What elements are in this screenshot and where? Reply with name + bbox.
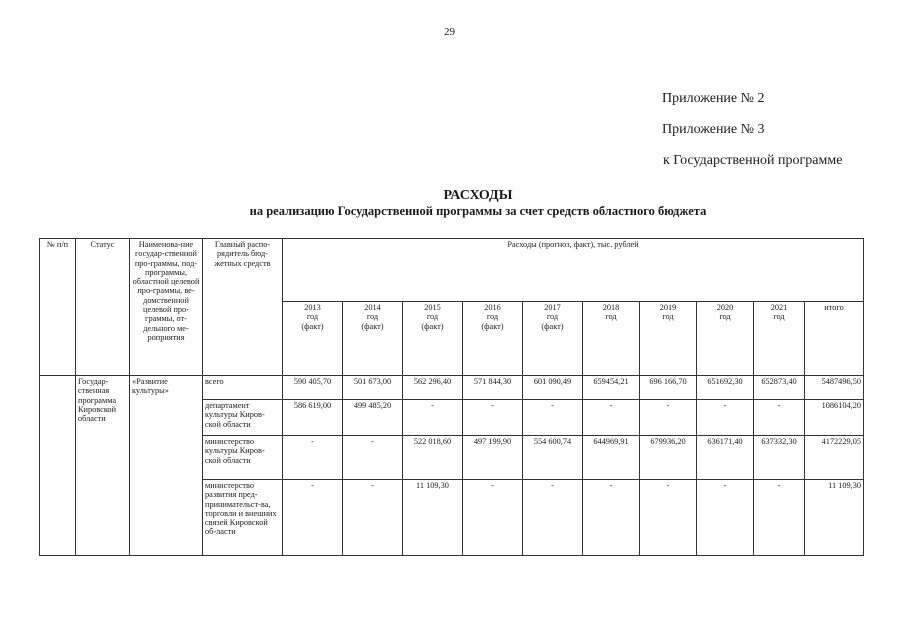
year-header bbox=[403, 302, 463, 376]
value-cell: 499 485,20 bbox=[343, 400, 403, 436]
year-unit: год bbox=[486, 312, 499, 322]
appendix-line-1: Приложение № 2 bbox=[662, 91, 765, 106]
year-unit: год bbox=[426, 312, 439, 322]
year-unit: год bbox=[773, 312, 785, 322]
value-cell: 644969,91 bbox=[583, 436, 640, 480]
page-number: 29 bbox=[444, 26, 455, 38]
value-cell: 586 619,00 bbox=[283, 400, 343, 436]
manager-cell: департамент культуры Киров-ской области bbox=[203, 400, 283, 436]
year-unit: год bbox=[306, 312, 319, 322]
year-header bbox=[463, 302, 523, 376]
year-header bbox=[343, 302, 403, 376]
manager-cell: министерство культуры Киров-ской области bbox=[203, 436, 283, 480]
value-cell: - bbox=[283, 480, 343, 556]
value-cell: - bbox=[463, 400, 523, 436]
year-label: 2020 bbox=[716, 303, 734, 312]
value-cell: 636171,40 bbox=[697, 436, 754, 480]
value-cell: 659454,21 bbox=[583, 376, 640, 400]
value-cell: - bbox=[343, 436, 403, 480]
value-cell: - bbox=[523, 480, 583, 556]
value-cell: - bbox=[640, 480, 697, 556]
header-program-name: Наименова-ние государ-ственной про-граммы, под-программы, областной целевой про-граммы, ве-домственной целевой про-граммы, от-дельного ме-роприятия bbox=[130, 239, 203, 376]
status-cell: Государ-ственная программа Кировской области bbox=[76, 376, 130, 556]
value-cell: - bbox=[697, 480, 754, 556]
year-label: 2014 bbox=[364, 303, 381, 312]
year-note: (факт) bbox=[541, 321, 564, 331]
value-cell: 601 090,49 bbox=[523, 376, 583, 400]
year-note: (факт) bbox=[301, 321, 324, 331]
value-cell: - bbox=[754, 400, 805, 436]
value-cell: - bbox=[697, 400, 754, 436]
header-status: Статус bbox=[76, 239, 130, 376]
row-number-cell bbox=[40, 376, 76, 556]
year-label: 2015 bbox=[424, 303, 441, 312]
value-cell: 637332,30 bbox=[754, 436, 805, 480]
year-header bbox=[640, 302, 697, 376]
manager-cell: всего bbox=[203, 376, 283, 400]
year-unit: год bbox=[719, 312, 731, 322]
value-cell: 554 600,74 bbox=[523, 436, 583, 480]
total-cell: 11 109,30 bbox=[805, 480, 864, 556]
value-cell: - bbox=[403, 400, 463, 436]
total-header: итого bbox=[805, 302, 864, 376]
appendix-line-2: Приложение № 3 bbox=[662, 122, 765, 137]
value-cell: - bbox=[583, 480, 640, 556]
document-title: РАСХОДЫ bbox=[443, 188, 513, 203]
manager-cell: министерство развития пред-принимательст-ва, торговли и внешних связей Кировской об-ласти bbox=[203, 480, 283, 556]
value-cell: - bbox=[523, 400, 583, 436]
value-cell: 696 166,70 bbox=[640, 376, 697, 400]
year-label: 2019 bbox=[659, 303, 677, 312]
total-cell: 5487496,50 bbox=[805, 376, 864, 400]
year-header bbox=[583, 302, 640, 376]
value-cell: 652873,40 bbox=[754, 376, 805, 400]
header-expenses: Расходы (прогноз, факт), тыс. рублей bbox=[283, 239, 864, 302]
year-unit: год bbox=[605, 312, 617, 322]
value-cell: - bbox=[283, 436, 343, 480]
value-cell: - bbox=[343, 480, 403, 556]
year-note: (факт) bbox=[361, 321, 384, 331]
year-header bbox=[754, 302, 805, 376]
value-cell: 522 018,60 bbox=[403, 436, 463, 480]
value-cell: 562 296,40 bbox=[403, 376, 463, 400]
year-label: 2017 bbox=[544, 303, 561, 312]
value-cell: 590 405,70 bbox=[283, 376, 343, 400]
value-cell: - bbox=[640, 400, 697, 436]
program-name-cell: «Развитие культуры» bbox=[130, 376, 203, 556]
value-cell: - bbox=[754, 480, 805, 556]
table-row bbox=[40, 376, 864, 400]
value-cell: 679936,20 bbox=[640, 436, 697, 480]
year-unit: год bbox=[546, 312, 559, 322]
appendix-line-3: к Государственной программе bbox=[663, 153, 843, 168]
total-cell: 4172229,05 bbox=[805, 436, 864, 480]
year-label: 2021 bbox=[770, 303, 788, 312]
total-cell: 1086104,20 bbox=[805, 400, 864, 436]
value-cell: - bbox=[583, 400, 640, 436]
year-note: (факт) bbox=[481, 321, 504, 331]
year-unit: год bbox=[366, 312, 379, 322]
header-num: № п/п bbox=[40, 239, 76, 376]
value-cell: 11 109,30 bbox=[403, 480, 463, 556]
value-cell: 501 673,00 bbox=[343, 376, 403, 400]
year-label: 2013 bbox=[304, 303, 321, 312]
year-header bbox=[697, 302, 754, 376]
value-cell: 651692,30 bbox=[697, 376, 754, 400]
year-unit: год bbox=[662, 312, 674, 322]
expenses-table bbox=[39, 238, 864, 556]
year-header bbox=[523, 302, 583, 376]
document-subtitle: на реализацию Государственной программы за счет средств областного бюджета bbox=[249, 204, 707, 218]
year-header bbox=[283, 302, 343, 376]
header-budget-manager: Главный распо-рядитель бюд-жетных средств bbox=[203, 239, 283, 376]
year-label: 2018 bbox=[602, 303, 620, 312]
year-note: (факт) bbox=[421, 321, 444, 331]
header-row bbox=[40, 239, 864, 302]
value-cell: - bbox=[463, 480, 523, 556]
value-cell: 571 844,30 bbox=[463, 376, 523, 400]
value-cell: 497 199,90 bbox=[463, 436, 523, 480]
year-label: 2016 bbox=[484, 303, 501, 312]
